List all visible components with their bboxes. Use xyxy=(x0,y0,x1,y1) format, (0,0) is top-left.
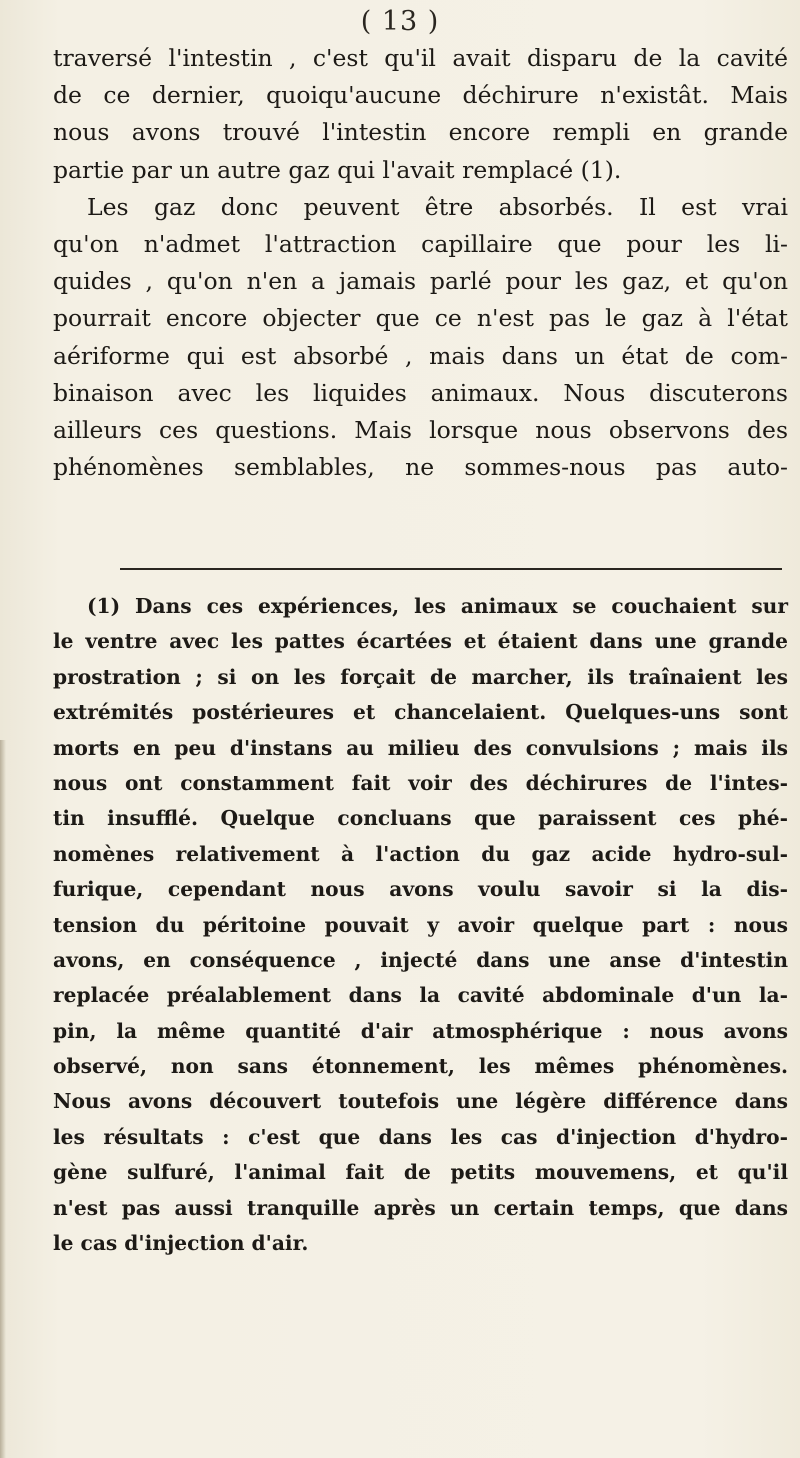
text-line: aériforme qui est absorbé , mais dans un état de com- xyxy=(53,341,788,370)
footnote-line: nous ont constamment fait voir des déchirures de l'intes- xyxy=(53,770,788,795)
text-line: pourrait encore objecter que ce n'est pas le gaz à l'état xyxy=(53,304,788,333)
text-line: traversé l'intestin , c'est qu'il avait disparu de la cavité xyxy=(53,44,788,72)
page-edge-shadow xyxy=(0,740,6,1458)
footnote-line: (1) Dans ces expériences, les animaux se couchaient sur xyxy=(87,594,788,618)
footnote-line: furique, cependant nous avons voulu savoir si la dis- xyxy=(53,877,788,902)
footnote-line: gène sulfuré, l'animal fait de petits mouvemens, et qu'il xyxy=(53,1160,788,1185)
footnote-line: n'est pas aussi tranquille après un certain temps, que dans xyxy=(53,1195,788,1220)
footnote-line: morts en peu d'instans au milieu des convulsions ; mais ils xyxy=(53,735,788,760)
text-line: qu'on n'admet l'attraction capillaire que pour les li- xyxy=(53,229,788,258)
footnote-line: le ventre avec les pattes écartées et étaient dans une grande xyxy=(53,629,788,654)
footnote-line: extrémités postérieures et chancelaient. Quelques-uns sont xyxy=(53,700,788,725)
text-line: de ce dernier, quoiqu'aucune déchirure n'existât. Mais xyxy=(53,81,788,110)
footnote-line: tension du péritoine pouvait y avoir quelque part : nous xyxy=(53,912,788,937)
footnote-line: avons, en conséquence , injecté dans une anse d'intestin xyxy=(53,947,788,972)
footnote xyxy=(53,589,788,1261)
main-text xyxy=(53,40,788,486)
footnote-line: pin, la même quantité d'air atmosphérique : nous avons xyxy=(53,1018,788,1043)
footnote-divider xyxy=(120,568,782,570)
text-line: phénomènes semblables, ne sommes-nous pas auto- xyxy=(53,453,788,482)
footnote-line: observé, non sans étonnement, les mêmes phénomènes. xyxy=(53,1054,788,1079)
footnote-line: prostration ; si on les forçait de marcher, ils traînaient les xyxy=(53,664,788,689)
page-number: ( 13 ) xyxy=(360,6,440,37)
text-line: nous avons trouvé l'intestin encore rempli en grande xyxy=(53,118,788,147)
text-line: ailleurs ces questions. Mais lorsque nous observons des xyxy=(53,415,788,444)
text-line: Les gaz donc peuvent être absorbés. Il est vrai xyxy=(87,192,788,221)
footnote-line: tin insufflé. Quelque concluans que paraissent ces phé- xyxy=(53,806,788,831)
text-line: binaison avec les liquides animaux. Nous discuterons xyxy=(53,378,788,407)
footnote-line: replacée préalablement dans la cavité abdominale d'un la- xyxy=(53,983,788,1008)
footnote-line: les résultats : c'est que dans les cas d'injection d'hydro- xyxy=(53,1124,788,1149)
text-line: partie par un autre gaz qui l'avait remplacé (1). xyxy=(53,155,622,184)
footnote-line: Nous avons découvert toutefois une légère différence dans xyxy=(53,1089,788,1114)
footnote-line: le cas d'injection d'air. xyxy=(53,1231,309,1256)
text-line: quides , qu'on n'en a jamais parlé pour les gaz, et qu'on xyxy=(53,267,788,296)
footnote-line: nomènes relativement à l'action du gaz acide hydro-sul- xyxy=(53,841,788,866)
